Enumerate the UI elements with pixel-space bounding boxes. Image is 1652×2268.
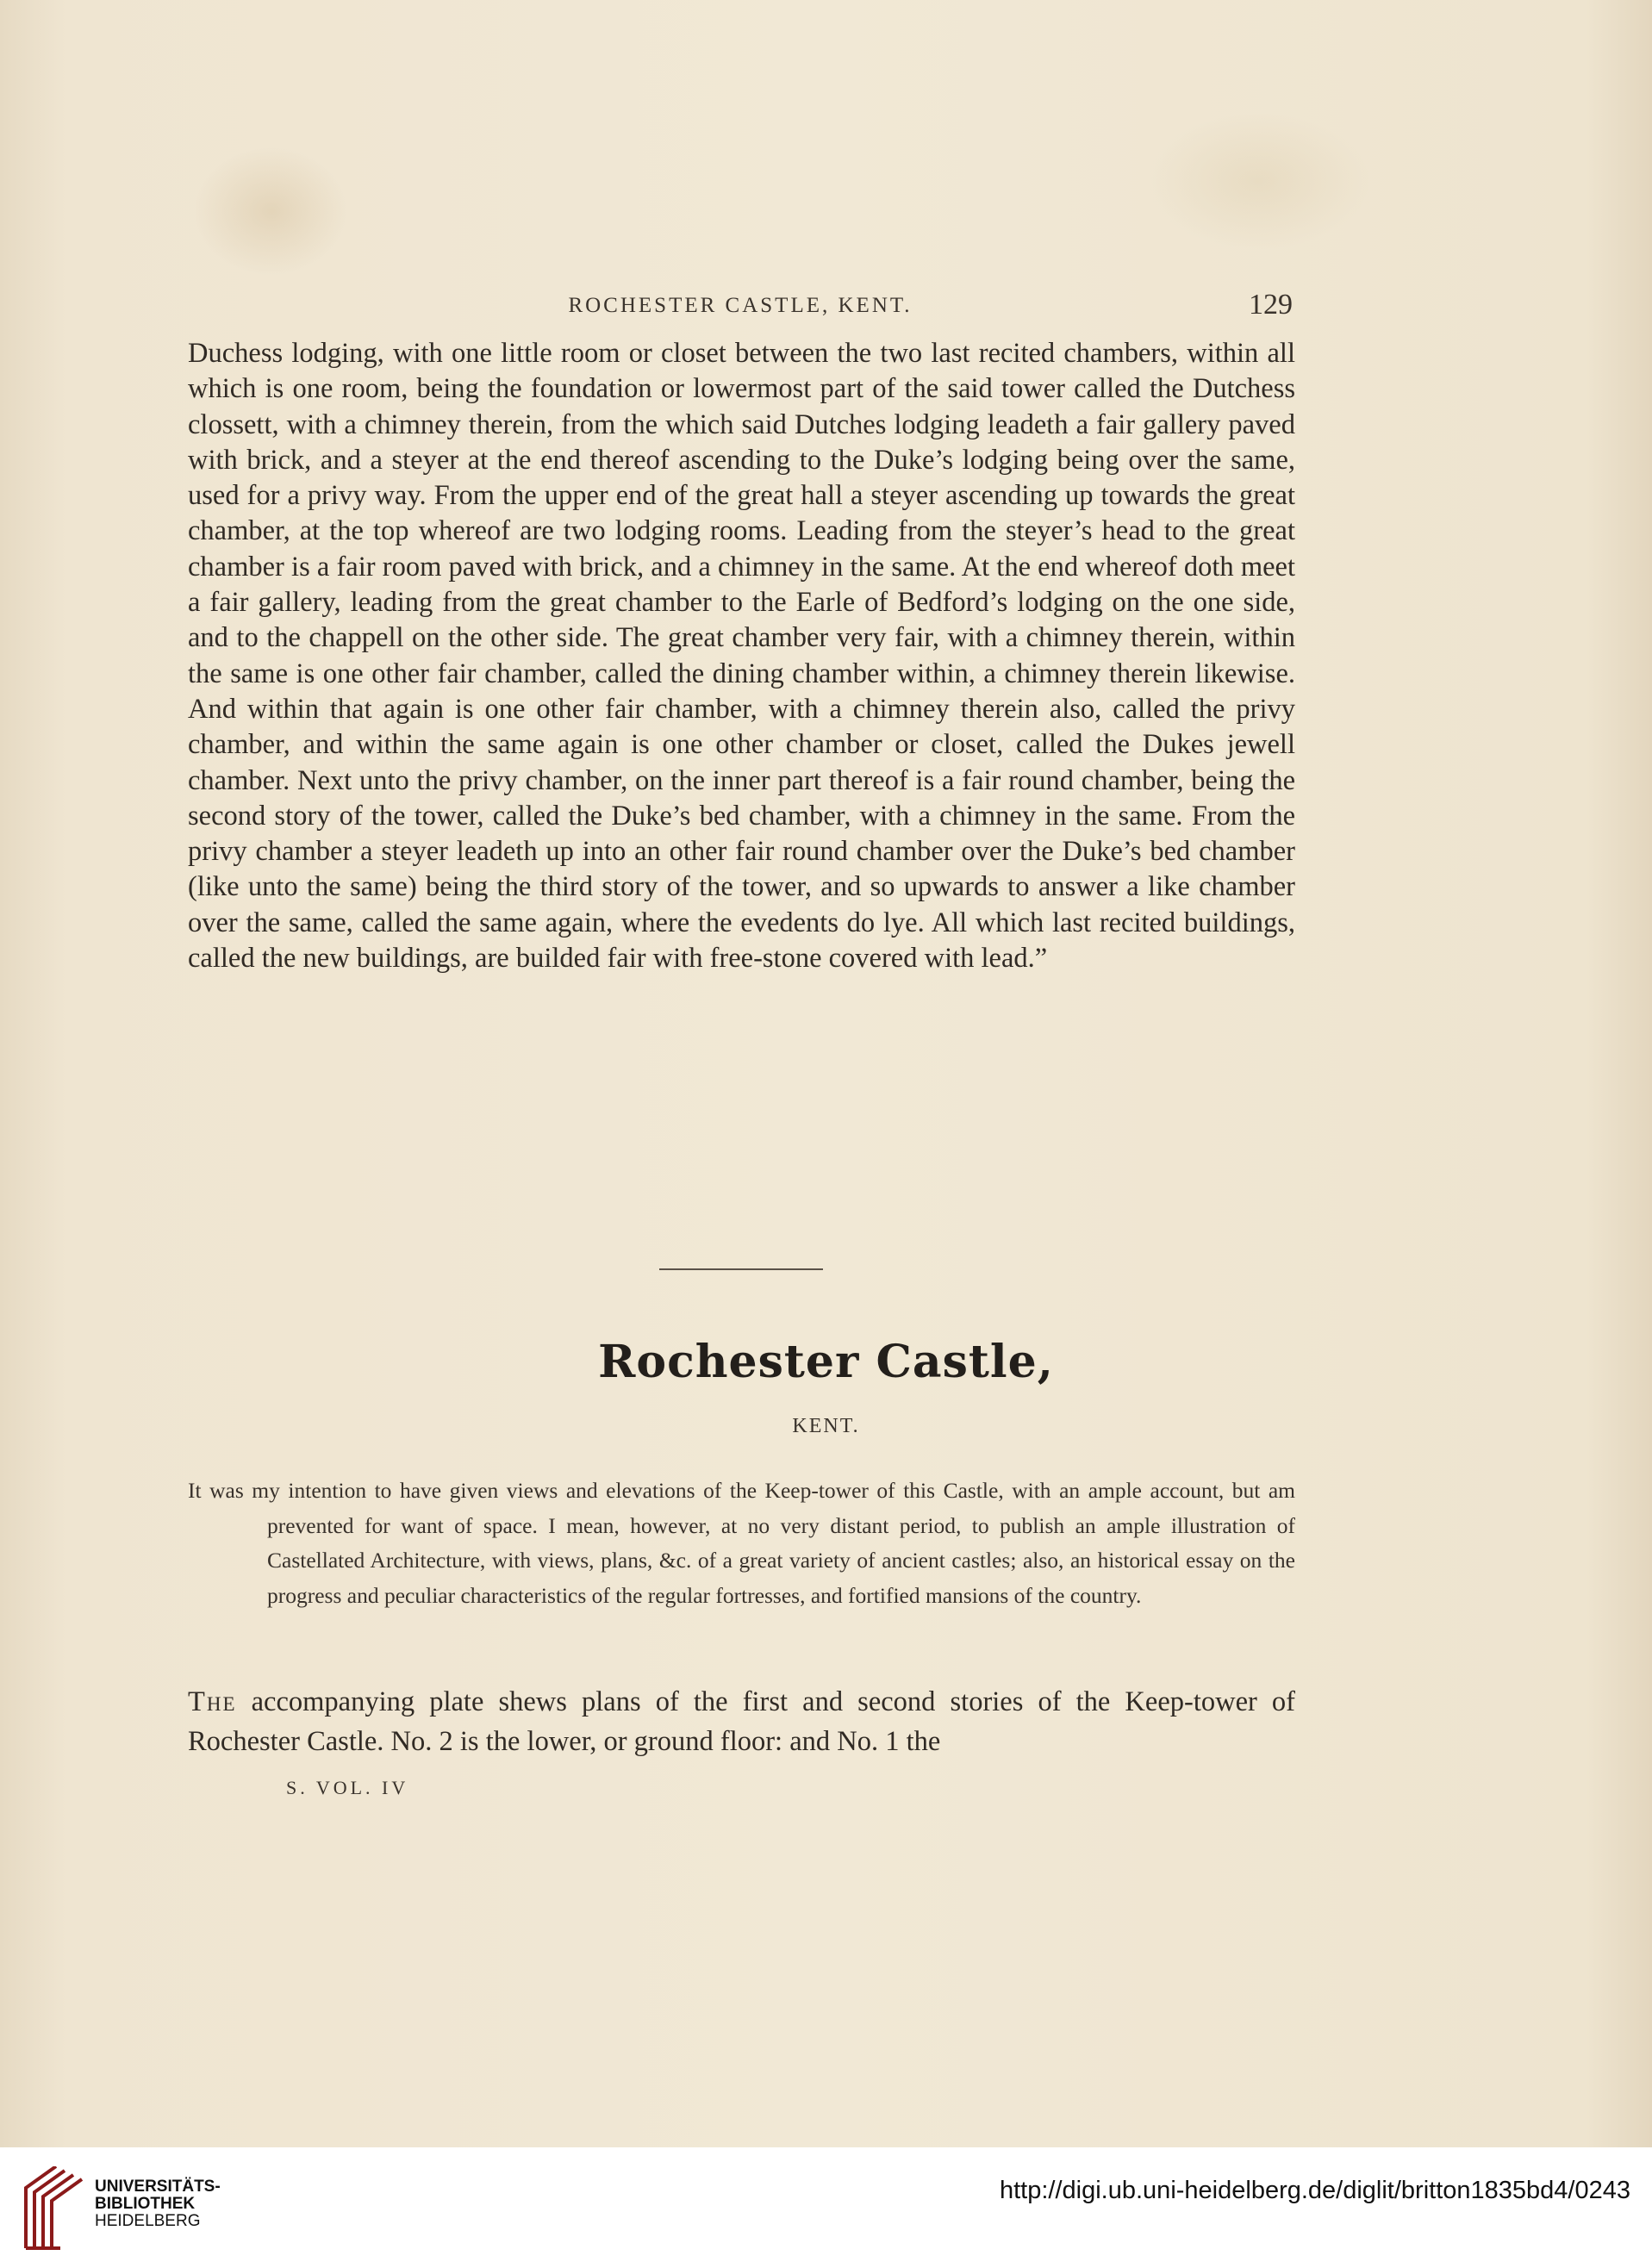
library-logo-icon xyxy=(17,2166,86,2252)
paragraph-lead-word: The xyxy=(188,1686,237,1717)
running-head-title: ROCHESTER CASTLE, KENT. xyxy=(568,294,913,317)
body-paragraph: Duchess lodging, with one little room or closet between the two last recited chambers, within all which is one room, being the foundation or lowermost part of the said tower called the Dutchess clossett, with a chimney therein, from the which said Dutches lodging leadeth a fair gallery paved with brick, and a steyer at the end thereof ascending to the Duke’s lodging being over the same, used for a privy way. From the upper end of the great hall a steyer ascending up towards the great chamber, at the top whereof are two lodging rooms. Leading from the steyer’s head to the great chamber is a fair room paved with brick, and a chimney in the same. At the end whereof doth meet a fair gallery, leading from the great chamber to the Earle of Bedford’s lodging on the one side, and to the chappell on the other side. The great chamber very fair, with a chimney therein, within the same is one other fair chamber, called the dining chamber within, a chimney therein likewise. And within that again is one other fair chamber, with a chimney therein also, called the privy chamber, and within the same again is one other chamber or closet, called the Dukes jewell chamber. Next unto the privy chamber, on the inner part thereof is a fair round chamber, being the second story of the tower, called the Duke’s bed chamber, with a chimney in the same. From the privy chamber a steyer leadeth up into an other fair round chamber over the Duke’s bed chamber (like unto the same) being the third story of the tower, and so upwards to answer a like chamber over the same, called the same again, where the evedents do lye. All which last recited buildings, called the new buildings, are builded fair with free-stone covered with lead.” xyxy=(188,338,1295,975)
author-note: It was my intention to have given views and elevations of the Keep-tower of this Castle, with an ample account, but am prevented for want of space. I mean, however, at no very distant period, to publish an ample illustration of Castellated Architecture, with views, plans, &c. of a great variety of ancient castles; also, an historical essay on the progress and peculiar characteristics of the regular fortresses, and fortified mansions of the country. xyxy=(188,1478,1295,1608)
section-divider xyxy=(659,1268,823,1270)
show-through-stain xyxy=(194,146,349,276)
library-name xyxy=(95,2178,221,2230)
permalink-url[interactable]: http://digi.ub.uni-heidelberg.de/diglit/britton1835bd4/0243 xyxy=(1000,2177,1630,2204)
section-heading: Rochester Castle, xyxy=(598,1336,1054,1388)
page-number: 129 xyxy=(1249,289,1293,321)
library-name-line-2: BIBLIOTHEK xyxy=(95,2195,196,2213)
paragraph-text: accompanying plate shews plans of the first and second stories of the Keep-tower of Rochester Castle. No. 2 is the lower, or ground floor: and No. 1 the xyxy=(188,1686,1295,1757)
body-paragraph-2 xyxy=(188,1682,1295,1761)
show-through-stain xyxy=(1146,112,1370,250)
signature-mark: S. VOL. IV xyxy=(286,1777,409,1798)
library-name-line-1: UNIVERSITÄTS- xyxy=(95,2178,221,2196)
digitization-footer xyxy=(0,2147,1652,2268)
section-subheading: KENT. xyxy=(792,1415,860,1437)
running-head xyxy=(188,289,1293,327)
library-name-line-3: HEIDELBERG xyxy=(95,2212,201,2230)
